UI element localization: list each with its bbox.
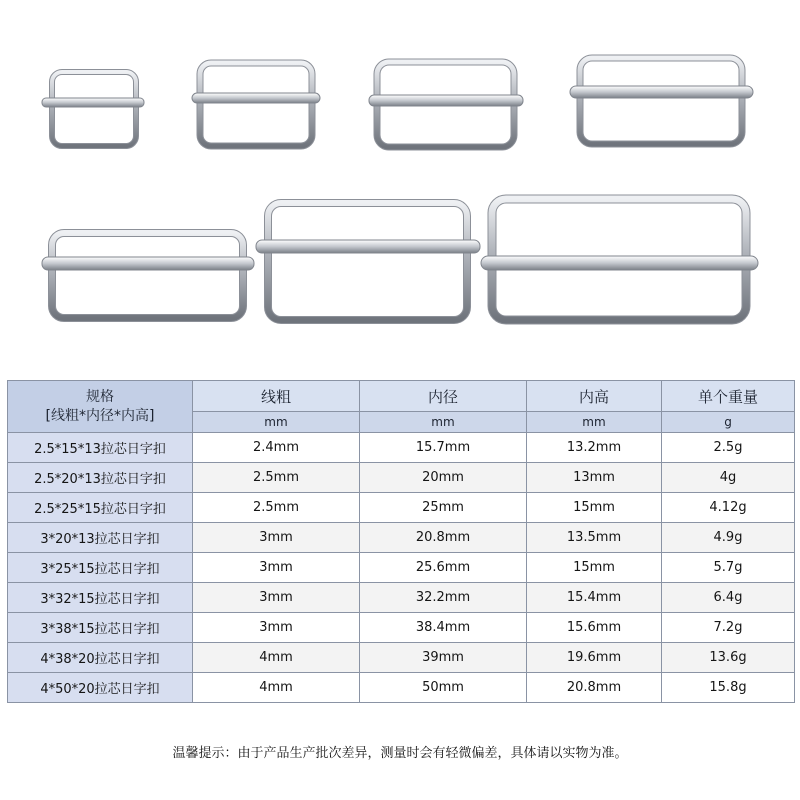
cell-weight: 6.4g xyxy=(662,583,795,613)
tri-glide-buckle-icon xyxy=(42,233,254,318)
cell-weight: 4.9g xyxy=(662,523,795,553)
cell-inner-height: 13.2mm xyxy=(527,433,662,463)
tri-glide-buckle-icon xyxy=(256,203,480,320)
spec-table-body xyxy=(8,433,795,703)
cell-inner-diameter: 15.7mm xyxy=(360,433,527,463)
cell-inner-height: 15.6mm xyxy=(527,613,662,643)
cell-inner-height: 13mm xyxy=(527,463,662,493)
cell-weight: 4.12g xyxy=(662,493,795,523)
cell-spec-name: 2.5*15*13拉芯日字扣 xyxy=(8,433,193,463)
cell-inner-diameter: 25.6mm xyxy=(360,553,527,583)
tri-glide-buckle-icon xyxy=(481,199,758,320)
header-inner-diameter: 内径 xyxy=(360,381,527,412)
cell-wire: 3mm xyxy=(193,613,360,643)
cell-inner-height: 15.4mm xyxy=(527,583,662,613)
header-inner-height: 内高 xyxy=(527,381,662,412)
cell-wire: 3mm xyxy=(193,583,360,613)
tri-glide-buckle-icon xyxy=(42,72,144,146)
cell-weight: 15.8g xyxy=(662,673,795,703)
cell-inner-height: 15mm xyxy=(527,493,662,523)
table-row xyxy=(8,463,795,493)
cell-weight: 7.2g xyxy=(662,613,795,643)
header-spec-line2: [线粗*内径*内高] xyxy=(45,407,155,424)
table-row xyxy=(8,673,795,703)
cell-weight: 13.6g xyxy=(662,643,795,673)
tri-glide-buckle-icon xyxy=(570,58,753,144)
cell-weight: 4g xyxy=(662,463,795,493)
tri-glide-buckle-icon xyxy=(369,62,523,147)
unit-inner-diameter: mm xyxy=(360,412,527,433)
cell-inner-height: 20.8mm xyxy=(527,673,662,703)
cell-spec-name: 3*38*15拉芯日字扣 xyxy=(8,613,193,643)
cell-inner-diameter: 20mm xyxy=(360,463,527,493)
cell-inner-diameter: 32.2mm xyxy=(360,583,527,613)
table-row xyxy=(8,613,795,643)
table-row xyxy=(8,583,795,613)
cell-inner-diameter: 50mm xyxy=(360,673,527,703)
cell-spec-name: 3*25*15拉芯日字扣 xyxy=(8,553,193,583)
unit-inner-height: mm xyxy=(527,412,662,433)
cell-wire: 3mm xyxy=(193,523,360,553)
table-row xyxy=(8,493,795,523)
header-wire: 线粗 xyxy=(193,381,360,412)
cell-spec-name: 2.5*20*13拉芯日字扣 xyxy=(8,463,193,493)
cell-spec-name: 2.5*25*15拉芯日字扣 xyxy=(8,493,193,523)
table-row xyxy=(8,433,795,463)
spec-table xyxy=(7,380,795,703)
cell-inner-diameter: 38.4mm xyxy=(360,613,527,643)
cell-wire: 2.4mm xyxy=(193,433,360,463)
header-weight: 单个重量 xyxy=(662,381,795,412)
table-row xyxy=(8,523,795,553)
note-text: 温馨提示：由于产品生产批次差异，测量时会有轻微偏差，具体请以实物为准。 xyxy=(172,746,628,761)
cell-wire: 3mm xyxy=(193,553,360,583)
header-spec xyxy=(8,381,193,433)
tri-glide-buckle-icon xyxy=(192,63,320,146)
cell-inner-diameter: 20.8mm xyxy=(360,523,527,553)
cell-wire: 4mm xyxy=(193,673,360,703)
cell-wire: 4mm xyxy=(193,643,360,673)
cell-weight: 5.7g xyxy=(662,553,795,583)
unit-weight: g xyxy=(662,412,795,433)
table-row xyxy=(8,553,795,583)
product-photo xyxy=(0,0,800,370)
cell-wire: 2.5mm xyxy=(193,463,360,493)
cell-inner-height: 15mm xyxy=(527,553,662,583)
cell-spec-name: 4*38*20拉芯日字扣 xyxy=(8,643,193,673)
cell-spec-name: 3*32*15拉芯日字扣 xyxy=(8,583,193,613)
cell-inner-height: 13.5mm xyxy=(527,523,662,553)
cell-wire: 2.5mm xyxy=(193,493,360,523)
cell-weight: 2.5g xyxy=(662,433,795,463)
cell-inner-diameter: 39mm xyxy=(360,643,527,673)
unit-wire: mm xyxy=(193,412,360,433)
cell-spec-name: 4*50*20拉芯日字扣 xyxy=(8,673,193,703)
cell-inner-diameter: 25mm xyxy=(360,493,527,523)
cell-inner-height: 19.6mm xyxy=(527,643,662,673)
header-spec-line1: 规格 xyxy=(86,388,114,405)
cell-spec-name: 3*20*13拉芯日字扣 xyxy=(8,523,193,553)
table-row xyxy=(8,643,795,673)
